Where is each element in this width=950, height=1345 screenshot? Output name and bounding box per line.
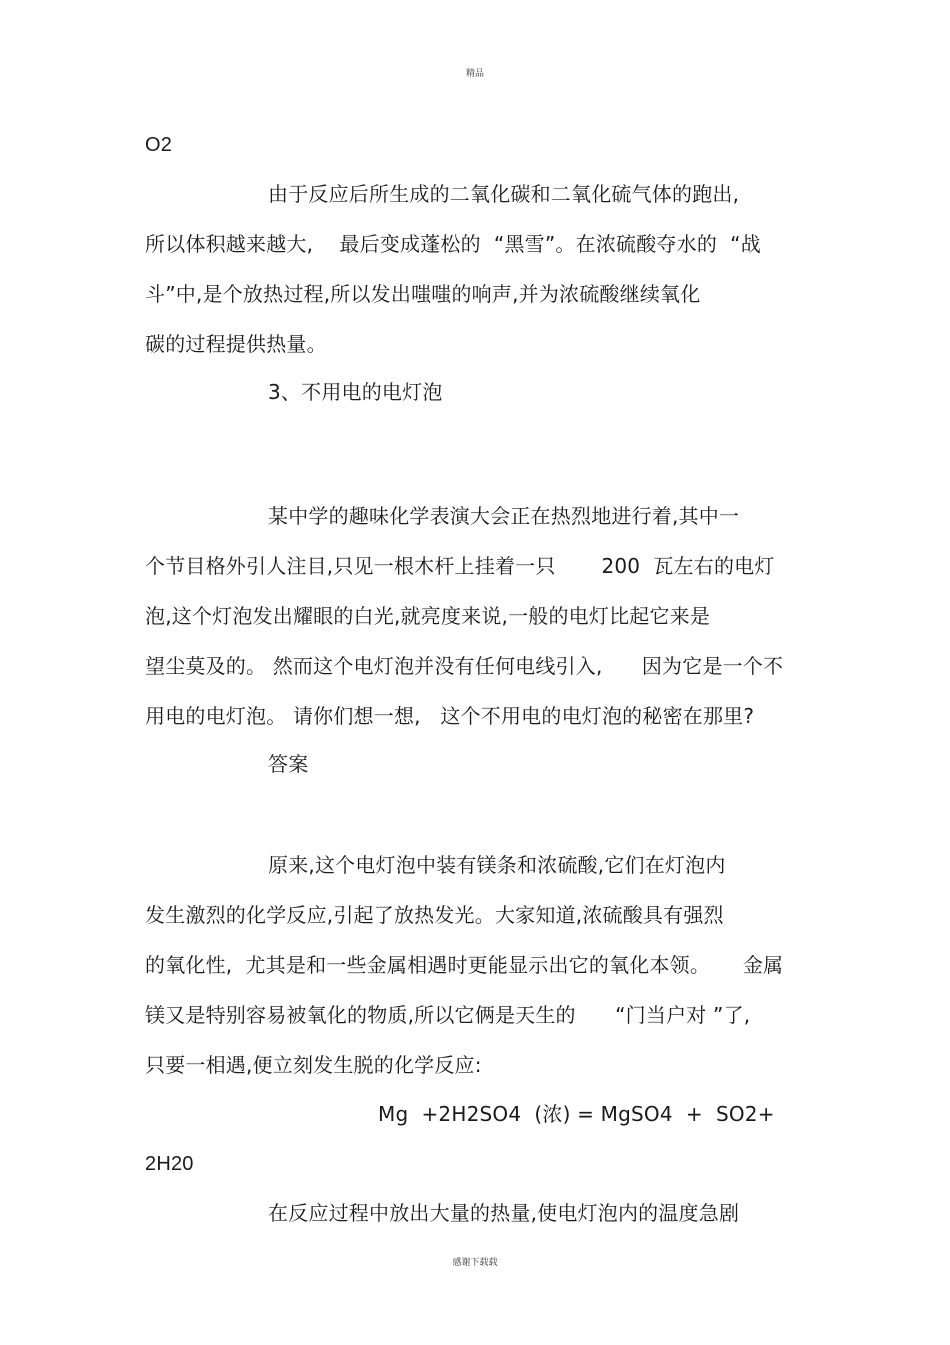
text-line: 在反应过程中放出大量的热量,使电灯泡内的温度急剧 [268,1201,740,1225]
page-header: 精品 [465,69,484,79]
page-footer: 感谢下载载 [452,1258,498,1268]
text-line: 泡,这个灯泡发出耀眼的白光,就亮度来说,一般的电灯比起它来是 [145,604,711,628]
text-line: 2H20 [145,1153,194,1175]
section-heading: 3、不用电的电灯泡 [268,380,443,404]
text-line: 镁又是特别容易被氧化的物质,所以它俩是天生的 “门当户对 ”了, [145,1003,751,1027]
text-line: 的氧化性, 尤其是和一些金属相遇时更能显示出它的氧化本领。 金属 [145,953,784,977]
text-line: 用电的电灯泡。 请你们想一想, 这个不用电的电灯泡的秘密在那里? [145,704,755,728]
text-line: 由于反应后所生成的二氧化碳和二氧化硫气体的跑出, [268,182,740,206]
text-line: 碳的过程提供热量。 [145,332,327,356]
answer-heading: 答案 [268,752,309,776]
text-line: 某中学的趣味化学表演大会正在热烈地进行着,其中一 [268,504,740,528]
text-line: O2 [145,134,173,156]
text-line: 只要一相遇,便立刻发生脱的化学反应: [145,1053,482,1077]
text-line: 发生激烈的化学反应,引起了放热发光。大家知道,浓硫酸具有强烈 [145,903,724,927]
chemical-equation: Mg +2H2SO4 (浓) = MgSO4 + SO2+ [378,1102,775,1126]
text-line: 个节目格外引人注目,只见一根木杆上挂着一只 200 瓦左右的电灯 [145,554,775,578]
text-line: 斗”中,是个放热过程,所以发出嗤嗤的响声,并为浓硫酸继续氧化 [145,282,701,306]
text-line: 所以体积越来越大, 最后变成蓬松的 “黑雪”。在浓硫酸夺水的 “战 [145,232,761,256]
text-line: 原来,这个电灯泡中装有镁条和浓硫酸,它们在灯泡内 [268,853,726,877]
text-line: 望尘莫及的。 然而这个电灯泡并没有任何电线引入, 因为它是一个不 [145,654,784,678]
